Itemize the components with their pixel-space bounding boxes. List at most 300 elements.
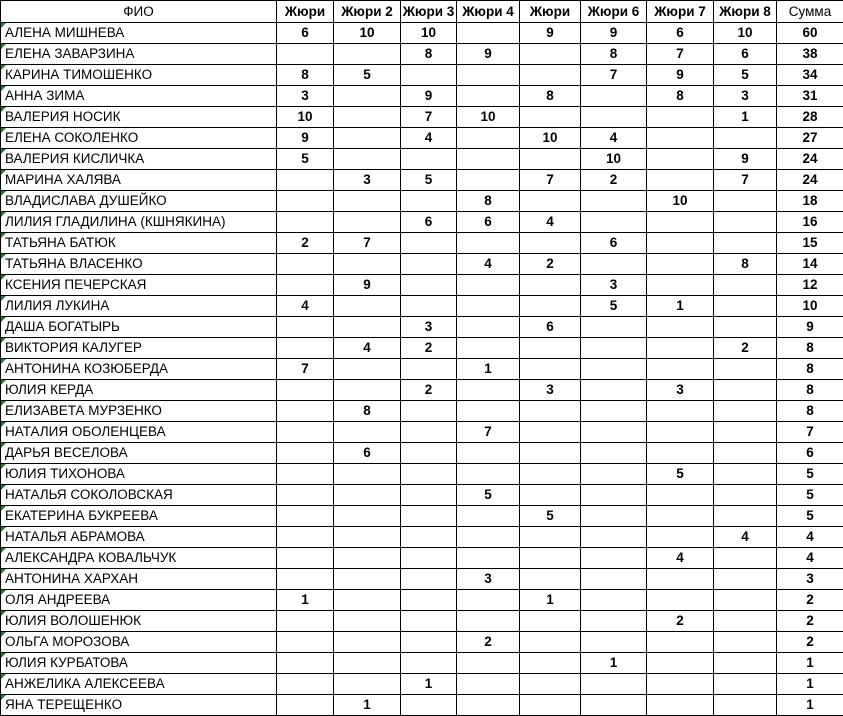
participant-name-cell[interactable]: ВАЛЕРИЯ КИСЛИЧКА — [1, 149, 277, 170]
header-jury-cell[interactable]: Жюри — [520, 1, 581, 23]
jury-score-cell[interactable] — [581, 212, 647, 233]
jury-score-cell[interactable] — [334, 254, 401, 275]
jury-score-cell[interactable]: 5 — [457, 485, 520, 506]
total-score-cell[interactable]: 2 — [777, 632, 843, 653]
jury-score-cell[interactable] — [334, 506, 401, 527]
jury-score-cell[interactable] — [401, 65, 457, 86]
jury-score-cell[interactable]: 8 — [277, 65, 334, 86]
jury-score-cell[interactable]: 2 — [277, 233, 334, 254]
jury-score-cell[interactable] — [401, 149, 457, 170]
jury-score-cell[interactable] — [581, 485, 647, 506]
jury-score-cell[interactable] — [334, 191, 401, 212]
jury-score-cell[interactable]: 10 — [714, 23, 777, 44]
participant-name-cell[interactable]: ЛИЛИЯ ГЛАДИЛИНА (КШНЯКИНА) — [1, 212, 277, 233]
jury-score-cell[interactable] — [520, 149, 581, 170]
jury-score-cell[interactable] — [581, 380, 647, 401]
jury-score-cell[interactable] — [647, 149, 714, 170]
total-score-cell[interactable]: 3 — [777, 569, 843, 590]
jury-score-cell[interactable] — [714, 632, 777, 653]
jury-score-cell[interactable] — [647, 212, 714, 233]
jury-score-cell[interactable] — [277, 485, 334, 506]
jury-score-cell[interactable] — [334, 128, 401, 149]
jury-score-cell[interactable]: 5 — [647, 464, 714, 485]
jury-score-cell[interactable]: 3 — [714, 86, 777, 107]
jury-score-cell[interactable]: 7 — [520, 170, 581, 191]
jury-score-cell[interactable] — [334, 107, 401, 128]
jury-score-cell[interactable] — [277, 422, 334, 443]
jury-score-cell[interactable] — [520, 569, 581, 590]
jury-score-cell[interactable] — [457, 401, 520, 422]
jury-score-cell[interactable] — [581, 107, 647, 128]
jury-score-cell[interactable] — [457, 464, 520, 485]
jury-score-cell[interactable] — [647, 632, 714, 653]
participant-name-cell[interactable]: ДАРЬЯ ВЕСЕЛОВА — [1, 443, 277, 464]
jury-score-cell[interactable]: 9 — [714, 149, 777, 170]
jury-score-cell[interactable] — [520, 401, 581, 422]
jury-score-cell[interactable] — [520, 653, 581, 674]
participant-name-cell[interactable]: АЛЕКСАНДРА КОВАЛЬЧУК — [1, 548, 277, 569]
jury-score-cell[interactable] — [457, 527, 520, 548]
participant-name-cell[interactable]: НАТАЛЬЯ СОКОЛОВСКАЯ — [1, 485, 277, 506]
jury-score-cell[interactable] — [647, 569, 714, 590]
jury-score-cell[interactable] — [647, 527, 714, 548]
jury-score-cell[interactable] — [277, 632, 334, 653]
participant-name-cell[interactable]: ОЛЯ АНДРЕЕВА — [1, 590, 277, 611]
jury-score-cell[interactable] — [401, 296, 457, 317]
jury-score-cell[interactable] — [401, 422, 457, 443]
jury-score-cell[interactable]: 2 — [457, 632, 520, 653]
jury-score-cell[interactable] — [277, 401, 334, 422]
jury-score-cell[interactable]: 2 — [714, 338, 777, 359]
jury-score-cell[interactable]: 5 — [520, 506, 581, 527]
jury-score-cell[interactable] — [581, 191, 647, 212]
jury-score-cell[interactable]: 7 — [647, 44, 714, 65]
participant-name-cell[interactable]: ЕКАТЕРИНА БУКРЕЕВА — [1, 506, 277, 527]
jury-score-cell[interactable] — [457, 590, 520, 611]
jury-score-cell[interactable] — [647, 485, 714, 506]
participant-name-cell[interactable]: ЮЛИЯ ВОЛОШЕНЮК — [1, 611, 277, 632]
participant-name-cell[interactable]: АЛЕНА МИШНЕВА — [1, 23, 277, 44]
jury-score-cell[interactable]: 7 — [457, 422, 520, 443]
jury-score-cell[interactable] — [334, 485, 401, 506]
jury-score-cell[interactable] — [334, 653, 401, 674]
jury-score-cell[interactable] — [401, 233, 457, 254]
jury-score-cell[interactable]: 8 — [457, 191, 520, 212]
jury-score-cell[interactable] — [277, 191, 334, 212]
jury-score-cell[interactable] — [277, 569, 334, 590]
jury-score-cell[interactable]: 1 — [581, 653, 647, 674]
jury-score-cell[interactable] — [581, 422, 647, 443]
jury-score-cell[interactable]: 6 — [457, 212, 520, 233]
jury-score-cell[interactable]: 5 — [401, 170, 457, 191]
jury-score-cell[interactable]: 4 — [334, 338, 401, 359]
jury-score-cell[interactable]: 6 — [714, 44, 777, 65]
jury-score-cell[interactable] — [277, 44, 334, 65]
jury-score-cell[interactable] — [647, 674, 714, 695]
total-score-cell[interactable]: 27 — [777, 128, 843, 149]
jury-score-cell[interactable] — [520, 296, 581, 317]
jury-score-cell[interactable] — [334, 548, 401, 569]
jury-score-cell[interactable]: 1 — [277, 590, 334, 611]
jury-score-cell[interactable]: 3 — [647, 380, 714, 401]
jury-score-cell[interactable] — [520, 674, 581, 695]
jury-score-cell[interactable] — [401, 611, 457, 632]
total-score-cell[interactable]: 18 — [777, 191, 843, 212]
jury-score-cell[interactable] — [401, 506, 457, 527]
total-score-cell[interactable]: 8 — [777, 338, 843, 359]
jury-score-cell[interactable] — [401, 464, 457, 485]
jury-score-cell[interactable] — [647, 338, 714, 359]
header-jury-cell[interactable]: Жюри 8 — [714, 1, 777, 23]
total-score-cell[interactable]: 60 — [777, 23, 843, 44]
jury-score-cell[interactable]: 2 — [581, 170, 647, 191]
jury-score-cell[interactable] — [714, 695, 777, 716]
jury-score-cell[interactable] — [457, 443, 520, 464]
participant-name-cell[interactable]: ЕЛИЗАВЕТА МУРЗЕНКО — [1, 401, 277, 422]
jury-score-cell[interactable] — [457, 275, 520, 296]
header-jury-cell[interactable]: Жюри 6 — [581, 1, 647, 23]
participant-name-cell[interactable]: ЛИЛИЯ ЛУКИНА — [1, 296, 277, 317]
jury-score-cell[interactable] — [581, 401, 647, 422]
jury-score-cell[interactable] — [714, 422, 777, 443]
jury-score-cell[interactable]: 10 — [520, 128, 581, 149]
jury-score-cell[interactable]: 3 — [457, 569, 520, 590]
jury-score-cell[interactable] — [457, 233, 520, 254]
jury-score-cell[interactable] — [714, 191, 777, 212]
jury-score-cell[interactable] — [277, 317, 334, 338]
total-score-cell[interactable]: 10 — [777, 296, 843, 317]
jury-score-cell[interactable] — [277, 611, 334, 632]
jury-score-cell[interactable] — [714, 233, 777, 254]
jury-score-cell[interactable] — [457, 23, 520, 44]
participant-name-cell[interactable]: ЮЛИЯ ТИХОНОВА — [1, 464, 277, 485]
jury-score-cell[interactable] — [277, 674, 334, 695]
total-score-cell[interactable]: 2 — [777, 590, 843, 611]
header-jury-cell[interactable]: Жюри 3 — [401, 1, 457, 23]
header-jury-cell[interactable]: Жюри 4 — [457, 1, 520, 23]
jury-score-cell[interactable] — [457, 695, 520, 716]
jury-score-cell[interactable]: 9 — [647, 65, 714, 86]
jury-score-cell[interactable]: 2 — [647, 611, 714, 632]
total-score-cell[interactable]: 7 — [777, 422, 843, 443]
jury-score-cell[interactable] — [647, 275, 714, 296]
participant-name-cell[interactable]: ВЛАДИСЛАВА ДУШЕЙКО — [1, 191, 277, 212]
participant-name-cell[interactable]: КАРИНА ТИМОШЕНКО — [1, 65, 277, 86]
jury-score-cell[interactable] — [334, 296, 401, 317]
jury-score-cell[interactable]: 6 — [520, 317, 581, 338]
jury-score-cell[interactable] — [334, 632, 401, 653]
jury-score-cell[interactable] — [647, 695, 714, 716]
jury-score-cell[interactable] — [457, 506, 520, 527]
jury-score-cell[interactable]: 9 — [581, 23, 647, 44]
total-score-cell[interactable]: 1 — [777, 674, 843, 695]
jury-score-cell[interactable] — [581, 338, 647, 359]
participant-name-cell[interactable]: ДАША БОГАТЫРЬ — [1, 317, 277, 338]
jury-score-cell[interactable]: 10 — [277, 107, 334, 128]
jury-score-cell[interactable] — [457, 65, 520, 86]
jury-score-cell[interactable] — [714, 569, 777, 590]
jury-score-cell[interactable] — [520, 443, 581, 464]
jury-score-cell[interactable] — [581, 569, 647, 590]
jury-score-cell[interactable] — [647, 590, 714, 611]
jury-score-cell[interactable] — [334, 464, 401, 485]
jury-score-cell[interactable] — [334, 380, 401, 401]
total-score-cell[interactable]: 24 — [777, 149, 843, 170]
jury-score-cell[interactable] — [457, 170, 520, 191]
jury-score-cell[interactable]: 3 — [334, 170, 401, 191]
jury-score-cell[interactable] — [277, 380, 334, 401]
total-score-cell[interactable]: 34 — [777, 65, 843, 86]
participant-name-cell[interactable]: ЕЛЕНА СОКОЛЕНКО — [1, 128, 277, 149]
header-jury-cell[interactable]: Жюри 2 — [334, 1, 401, 23]
jury-score-cell[interactable]: 8 — [647, 86, 714, 107]
jury-score-cell[interactable]: 4 — [520, 212, 581, 233]
jury-score-cell[interactable] — [401, 527, 457, 548]
jury-score-cell[interactable] — [647, 506, 714, 527]
total-score-cell[interactable]: 12 — [777, 275, 843, 296]
participant-name-cell[interactable]: ЯНА ТЕРЕЩЕНКО — [1, 695, 277, 716]
jury-score-cell[interactable]: 10 — [457, 107, 520, 128]
total-score-cell[interactable]: 2 — [777, 611, 843, 632]
jury-score-cell[interactable] — [647, 254, 714, 275]
jury-score-cell[interactable] — [714, 317, 777, 338]
jury-score-cell[interactable] — [714, 590, 777, 611]
jury-score-cell[interactable]: 9 — [457, 44, 520, 65]
participant-name-cell[interactable]: ЮЛИЯ КЕРДА — [1, 380, 277, 401]
jury-score-cell[interactable] — [714, 485, 777, 506]
jury-score-cell[interactable] — [457, 149, 520, 170]
total-score-cell[interactable]: 38 — [777, 44, 843, 65]
jury-score-cell[interactable] — [520, 359, 581, 380]
jury-score-cell[interactable] — [647, 233, 714, 254]
jury-score-cell[interactable]: 3 — [401, 317, 457, 338]
jury-score-cell[interactable] — [520, 107, 581, 128]
jury-score-cell[interactable] — [334, 422, 401, 443]
participant-name-cell[interactable]: ОЛЬГА МОРОЗОВА — [1, 632, 277, 653]
jury-score-cell[interactable]: 10 — [334, 23, 401, 44]
total-score-cell[interactable]: 31 — [777, 86, 843, 107]
jury-score-cell[interactable] — [277, 548, 334, 569]
jury-score-cell[interactable]: 5 — [714, 65, 777, 86]
jury-score-cell[interactable] — [581, 674, 647, 695]
jury-score-cell[interactable] — [581, 317, 647, 338]
total-score-cell[interactable]: 15 — [777, 233, 843, 254]
jury-score-cell[interactable]: 3 — [277, 86, 334, 107]
jury-score-cell[interactable] — [401, 653, 457, 674]
jury-score-cell[interactable]: 6 — [581, 233, 647, 254]
jury-score-cell[interactable] — [581, 443, 647, 464]
jury-score-cell[interactable] — [401, 275, 457, 296]
jury-score-cell[interactable] — [277, 170, 334, 191]
jury-score-cell[interactable]: 1 — [401, 674, 457, 695]
jury-score-cell[interactable]: 4 — [581, 128, 647, 149]
jury-score-cell[interactable]: 5 — [581, 296, 647, 317]
jury-score-cell[interactable] — [277, 338, 334, 359]
jury-score-cell[interactable]: 4 — [457, 254, 520, 275]
jury-score-cell[interactable] — [520, 65, 581, 86]
jury-score-cell[interactable] — [457, 653, 520, 674]
participant-name-cell[interactable]: НАТАЛЬЯ АБРАМОВА — [1, 527, 277, 548]
jury-score-cell[interactable] — [457, 317, 520, 338]
jury-score-cell[interactable] — [647, 170, 714, 191]
jury-score-cell[interactable] — [401, 548, 457, 569]
total-score-cell[interactable]: 5 — [777, 485, 843, 506]
jury-score-cell[interactable] — [277, 527, 334, 548]
jury-score-cell[interactable]: 9 — [520, 23, 581, 44]
jury-score-cell[interactable] — [401, 695, 457, 716]
jury-score-cell[interactable] — [581, 86, 647, 107]
jury-score-cell[interactable] — [334, 674, 401, 695]
jury-score-cell[interactable]: 7 — [401, 107, 457, 128]
participant-name-cell[interactable]: АННА ЗИМА — [1, 86, 277, 107]
jury-score-cell[interactable] — [714, 359, 777, 380]
jury-score-cell[interactable] — [457, 338, 520, 359]
jury-score-cell[interactable] — [401, 401, 457, 422]
participant-name-cell[interactable]: АНТОНИНА ХАРХАН — [1, 569, 277, 590]
total-score-cell[interactable]: 1 — [777, 695, 843, 716]
total-score-cell[interactable]: 5 — [777, 464, 843, 485]
total-score-cell[interactable]: 1 — [777, 653, 843, 674]
jury-score-cell[interactable]: 8 — [520, 86, 581, 107]
jury-score-cell[interactable] — [457, 674, 520, 695]
jury-score-cell[interactable] — [714, 674, 777, 695]
jury-score-cell[interactable] — [401, 485, 457, 506]
jury-score-cell[interactable] — [647, 128, 714, 149]
jury-score-cell[interactable]: 1 — [334, 695, 401, 716]
jury-score-cell[interactable] — [401, 632, 457, 653]
jury-score-cell[interactable] — [647, 443, 714, 464]
jury-score-cell[interactable]: 8 — [401, 44, 457, 65]
header-name-cell[interactable]: ФИО — [1, 1, 277, 23]
jury-score-cell[interactable] — [334, 569, 401, 590]
total-score-cell[interactable]: 16 — [777, 212, 843, 233]
jury-score-cell[interactable] — [457, 86, 520, 107]
jury-score-cell[interactable] — [581, 590, 647, 611]
jury-score-cell[interactable] — [457, 548, 520, 569]
jury-score-cell[interactable] — [647, 359, 714, 380]
jury-score-cell[interactable]: 1 — [647, 296, 714, 317]
jury-score-cell[interactable] — [647, 422, 714, 443]
jury-score-cell[interactable] — [647, 401, 714, 422]
total-score-cell[interactable]: 24 — [777, 170, 843, 191]
jury-score-cell[interactable]: 6 — [401, 212, 457, 233]
total-score-cell[interactable]: 8 — [777, 401, 843, 422]
jury-score-cell[interactable]: 5 — [334, 65, 401, 86]
jury-score-cell[interactable] — [581, 464, 647, 485]
jury-score-cell[interactable]: 4 — [277, 296, 334, 317]
jury-score-cell[interactable]: 3 — [581, 275, 647, 296]
jury-score-cell[interactable] — [401, 254, 457, 275]
jury-score-cell[interactable] — [714, 653, 777, 674]
jury-score-cell[interactable] — [334, 527, 401, 548]
jury-score-cell[interactable] — [714, 548, 777, 569]
jury-score-cell[interactable] — [277, 464, 334, 485]
jury-score-cell[interactable] — [581, 632, 647, 653]
jury-score-cell[interactable] — [520, 233, 581, 254]
jury-score-cell[interactable] — [714, 506, 777, 527]
jury-score-cell[interactable] — [334, 590, 401, 611]
participant-name-cell[interactable]: ЕЛЕНА ЗАВАРЗИНА — [1, 44, 277, 65]
header-jury-cell[interactable]: Жюри — [277, 1, 334, 23]
jury-score-cell[interactable] — [277, 443, 334, 464]
header-total-cell[interactable]: Сумма — [777, 1, 843, 23]
jury-score-cell[interactable] — [520, 422, 581, 443]
jury-score-cell[interactable]: 5 — [277, 149, 334, 170]
jury-score-cell[interactable] — [520, 611, 581, 632]
jury-score-cell[interactable] — [334, 611, 401, 632]
participant-name-cell[interactable]: ЮЛИЯ КУРБАТОВА — [1, 653, 277, 674]
jury-score-cell[interactable] — [401, 191, 457, 212]
jury-score-cell[interactable] — [714, 401, 777, 422]
jury-score-cell[interactable] — [581, 527, 647, 548]
participant-name-cell[interactable]: ТАТЬЯНА БАТЮК — [1, 233, 277, 254]
jury-score-cell[interactable]: 4 — [647, 548, 714, 569]
participant-name-cell[interactable]: МАРИНА ХАЛЯВА — [1, 170, 277, 191]
total-score-cell[interactable]: 14 — [777, 254, 843, 275]
total-score-cell[interactable]: 4 — [777, 527, 843, 548]
participant-name-cell[interactable]: ТАТЬЯНА ВЛАСЕНКО — [1, 254, 277, 275]
jury-score-cell[interactable] — [647, 317, 714, 338]
jury-score-cell[interactable]: 2 — [520, 254, 581, 275]
jury-score-cell[interactable] — [520, 338, 581, 359]
jury-score-cell[interactable] — [457, 128, 520, 149]
jury-score-cell[interactable] — [520, 191, 581, 212]
jury-score-cell[interactable] — [334, 317, 401, 338]
jury-score-cell[interactable] — [277, 212, 334, 233]
jury-score-cell[interactable]: 8 — [714, 254, 777, 275]
participant-name-cell[interactable]: КСЕНИЯ ПЕЧЕРСКАЯ — [1, 275, 277, 296]
total-score-cell[interactable]: 8 — [777, 359, 843, 380]
jury-score-cell[interactable] — [520, 464, 581, 485]
jury-score-cell[interactable]: 7 — [334, 233, 401, 254]
jury-score-cell[interactable]: 7 — [581, 65, 647, 86]
jury-score-cell[interactable] — [401, 590, 457, 611]
jury-score-cell[interactable]: 7 — [277, 359, 334, 380]
jury-score-cell[interactable]: 6 — [647, 23, 714, 44]
jury-score-cell[interactable]: 7 — [714, 170, 777, 191]
jury-score-cell[interactable] — [581, 254, 647, 275]
jury-score-cell[interactable]: 9 — [334, 275, 401, 296]
jury-score-cell[interactable] — [520, 548, 581, 569]
total-score-cell[interactable]: 4 — [777, 548, 843, 569]
jury-score-cell[interactable] — [647, 653, 714, 674]
total-score-cell[interactable]: 6 — [777, 443, 843, 464]
jury-score-cell[interactable] — [457, 296, 520, 317]
jury-score-cell[interactable] — [277, 695, 334, 716]
jury-score-cell[interactable]: 8 — [334, 401, 401, 422]
participant-name-cell[interactable]: АНЖЕЛИКА АЛЕКСЕЕВА — [1, 674, 277, 695]
jury-score-cell[interactable] — [714, 611, 777, 632]
participant-name-cell[interactable]: ВИКТОРИЯ КАЛУГЕР — [1, 338, 277, 359]
jury-score-cell[interactable] — [581, 506, 647, 527]
jury-score-cell[interactable]: 2 — [401, 380, 457, 401]
jury-score-cell[interactable] — [457, 380, 520, 401]
jury-score-cell[interactable] — [401, 443, 457, 464]
jury-score-cell[interactable] — [520, 485, 581, 506]
jury-score-cell[interactable] — [581, 359, 647, 380]
jury-score-cell[interactable] — [581, 548, 647, 569]
jury-score-cell[interactable] — [647, 107, 714, 128]
jury-score-cell[interactable] — [277, 275, 334, 296]
jury-score-cell[interactable] — [714, 212, 777, 233]
jury-score-cell[interactable] — [520, 527, 581, 548]
jury-score-cell[interactable]: 4 — [714, 527, 777, 548]
jury-score-cell[interactable]: 2 — [401, 338, 457, 359]
total-score-cell[interactable]: 5 — [777, 506, 843, 527]
jury-score-cell[interactable] — [334, 359, 401, 380]
jury-score-cell[interactable] — [581, 695, 647, 716]
participant-name-cell[interactable]: НАТАЛИЯ ОБОЛЕНЦЕВА — [1, 422, 277, 443]
